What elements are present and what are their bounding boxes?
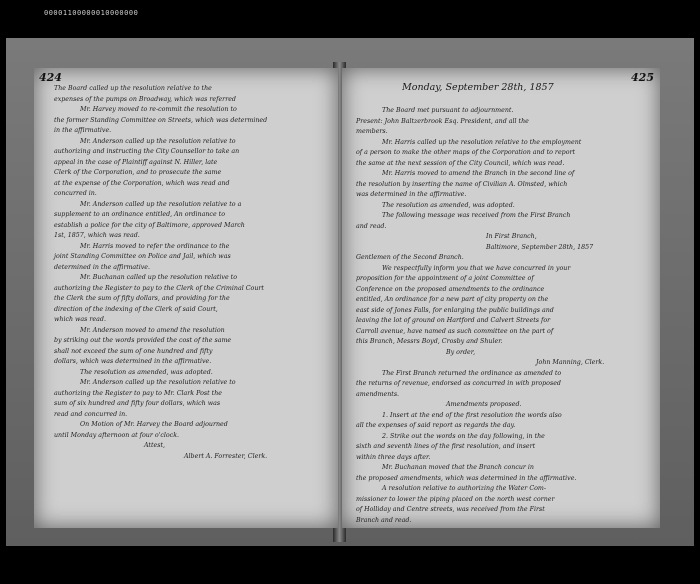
right-page-heading: Monday, September 28th, 1857 <box>402 82 554 93</box>
text-line: Mr. Anderson moved to amend the resolution <box>80 326 225 334</box>
text-line: the proposed amendments, which was determined in the affirmative. <box>356 474 577 482</box>
left-page <box>34 68 338 528</box>
text-line: The First Branch returned the ordinance as amended to <box>382 369 562 377</box>
text-line: Mr. Anderson called up the resolution relative to a <box>80 200 242 208</box>
text-line: By order, <box>446 348 476 356</box>
text-line: sum of six hundred and fifty four dollars, which was <box>54 400 221 407</box>
text-line: The resolution as amended, was adopted. <box>80 368 213 376</box>
text-line: 2. Strike out the words on the day following, in the <box>382 432 545 440</box>
text-line: and read. <box>356 222 387 230</box>
text-line: proposition for the appointment of a joint Committee of <box>356 275 534 282</box>
text-line: Mr. Harris moved to amend the Branch in the second line of <box>382 170 575 177</box>
text-line: determined in the affirmative. <box>54 263 151 271</box>
left-page-text <box>54 84 326 462</box>
text-line: all the expenses of said report as regards the day. <box>356 422 516 429</box>
text-line: sixth and seventh lines of the first resolution, and insert <box>356 443 536 450</box>
book-spread <box>6 38 694 546</box>
text-line: Mr. Harris moved to refer the ordinance to the <box>80 242 230 250</box>
text-line: Clerk of the Corporation, and to prosecute the same <box>54 169 222 176</box>
text-line: the same at the next session of the City Council, which was read. <box>356 159 565 167</box>
text-line: The resolution as amended, was adopted. <box>382 201 515 209</box>
text-line: The Board met pursuant to adjournment. <box>382 107 514 114</box>
text-line: within three days after. <box>356 453 431 461</box>
text-line: appeal in the case of Plaintiff against N. Hiller, late <box>54 158 218 166</box>
text-line: was determined in the affirmative. <box>356 191 467 198</box>
text-line: Albert A. Forrester, Clerk. <box>184 452 268 460</box>
text-line: the former Standing Committee on Streets, which was determined <box>54 116 268 124</box>
header-code: 00001100000010000000 <box>44 9 139 17</box>
text-line: Baltimore, September 28th, 1857 <box>486 243 594 251</box>
text-line: A resolution relative to authorizing the Water Com- <box>382 485 547 492</box>
text-line: the resolution by inserting the name of Civilian A. Olmsted, which <box>356 180 568 188</box>
text-line: Conference on the proposed amendments to the ordinance <box>356 285 545 293</box>
text-line: supplement to an ordinance entitled, An ordinance to <box>54 211 225 218</box>
text-line: which was read. <box>54 316 106 323</box>
text-line: 1st, 1857, which was read. <box>54 232 140 239</box>
right-page-number: 425 <box>631 71 654 84</box>
right-page <box>342 68 660 528</box>
text-line: authorizing the Register to pay to Mr. Clark Post the <box>54 389 222 397</box>
text-line: concurred in. <box>54 190 97 197</box>
text-line: the returns of revenue, endorsed as concurred in with proposed <box>356 380 561 387</box>
text-line: direction of the indexing of the Clerk of said Court, <box>54 305 218 313</box>
text-line: expenses of the pumps on Broadway, which was referred <box>54 95 236 103</box>
text-line: missioner to lower the piping placed on the north west corner <box>356 495 555 503</box>
text-line: amendments. <box>356 390 400 398</box>
text-line: by striking out the words provided the cost of the same <box>54 337 232 344</box>
text-line: Amendments proposed. <box>446 401 522 408</box>
text-line: Mr. Anderson called up the resolution relative to <box>80 137 236 145</box>
text-line: of a person to make the other maps of the Corporation and to report <box>356 149 576 156</box>
text-line: this Branch, Messrs Boyd, Crosby and Shuler. <box>356 338 503 345</box>
text-line: On Motion of Mr. Harvey the Board adjourned <box>80 421 228 428</box>
text-line: joint Standing Committee on Police and Jail, which was <box>54 253 231 260</box>
text-line: Present: John Baltzerbrook Esq. President, and all the <box>356 117 529 125</box>
text-line: establish a police for the city of Baltimore, approved March <box>54 221 245 229</box>
text-line: 1. Insert at the end of the first resolution the words also <box>382 411 562 419</box>
text-line: Mr. Harris called up the resolution relative to the employment <box>382 138 582 146</box>
text-line: In First Branch, <box>486 233 537 240</box>
text-line: Branch and read. <box>356 516 412 524</box>
right-page-text <box>356 106 644 526</box>
text-line: the Clerk the sum of fifty dollars, and providing for the <box>54 295 230 302</box>
text-line: Mr. Anderson called up the resolution relative to <box>80 379 236 386</box>
text-line: Mr. Harvey moved to re-commit the resolution to <box>80 106 237 113</box>
text-line: members. <box>356 128 388 135</box>
text-line: dollars, which was determined in the affirmative. <box>54 358 212 365</box>
header-strip <box>0 0 700 30</box>
text-line: Carroll avenue, have named as such committee on the part of <box>356 327 554 335</box>
text-line: authorizing the Register to pay to the Clerk of the Criminal Court <box>54 284 264 292</box>
text-line: Gentlemen of the Second Branch. <box>356 254 464 261</box>
text-line: Attest, <box>144 442 165 449</box>
text-line: leaving the lot of ground on Hartford and Calvert Streets for <box>356 317 551 324</box>
text-line: of Holliday and Centre streets, was received from the First <box>356 506 545 513</box>
text-line: John Manning, Clerk. <box>536 359 605 366</box>
text-line: authorizing and instructing the City Counsellor to take an <box>54 148 240 155</box>
text-line: We respectfully inform you that we have concurred in your <box>382 264 571 272</box>
text-line: at the expense of the Corporation, which was read and <box>54 179 230 187</box>
text-line: in the affirmative. <box>54 127 112 134</box>
text-line: east side of Jones Falls, for enlarging the public buildings and <box>356 306 554 314</box>
text-line: shall not exceed the sum of one hundred and fifty <box>54 347 213 355</box>
text-line: read and concurred in. <box>54 410 128 418</box>
text-line: until Monday afternoon at four o'clock. <box>54 431 180 439</box>
left-page-number: 424 <box>39 71 62 84</box>
text-line: Mr. Buchanan called up the resolution relative to <box>80 274 238 281</box>
text-line: The Board called up the resolution relative to the <box>54 85 212 92</box>
text-line: Mr. Buchanan moved that the Branch concur in <box>382 464 534 471</box>
text-line: The following message was received from the First Branch <box>382 212 571 219</box>
text-line: entitled, An ordinance for a new part of city property on the <box>356 296 549 303</box>
